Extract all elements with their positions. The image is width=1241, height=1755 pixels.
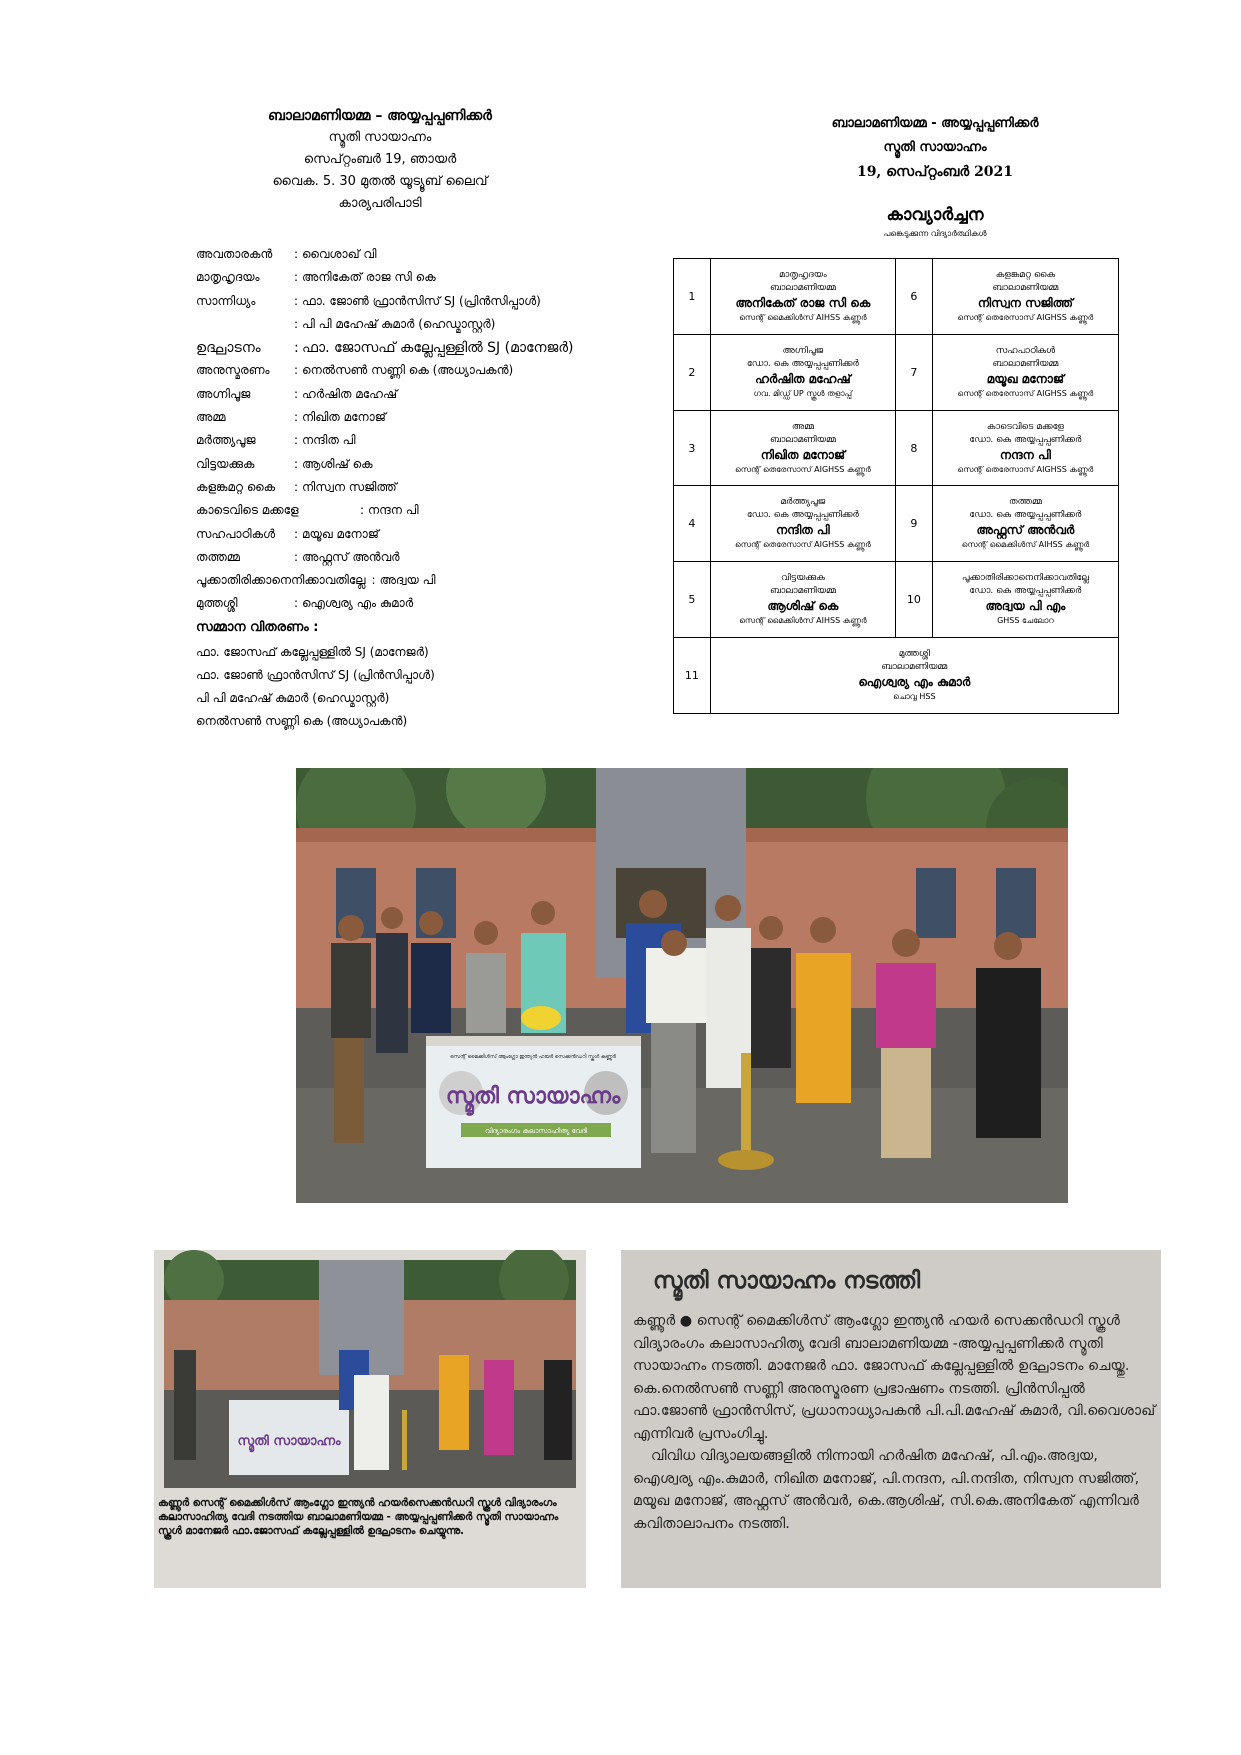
table-row bbox=[674, 486, 1119, 562]
kavyarchana-subtitle: പങ്കെടുക്കുന്ന വിദ്യാർത്ഥികൾ bbox=[883, 229, 987, 238]
program-row bbox=[196, 247, 616, 270]
program-name: ഫാ. ജോൺ ഫ്രാൻസിസ് SJ (പ്രിൻസിപ്പാൾ) bbox=[302, 293, 541, 308]
entry-poet: ഡോ. കെ അയ്യപ്പപ്പണിക്കർ bbox=[746, 358, 859, 369]
program-sep: : bbox=[294, 316, 299, 331]
program-row bbox=[196, 270, 616, 293]
entry-number: 7 bbox=[896, 334, 933, 410]
entry-cell bbox=[932, 486, 1118, 562]
entry-school: സെന്റ് മൈക്കിൾസ് AIHSS കണ്ണൂർ bbox=[961, 540, 1090, 550]
entry-number: 3 bbox=[674, 410, 711, 486]
program-role: ഉദ്ഘാടനം bbox=[196, 340, 261, 357]
program-sep: : bbox=[294, 270, 299, 285]
program-row bbox=[196, 410, 616, 433]
entry-cell bbox=[932, 562, 1118, 638]
banner-org: സെന്റ് മൈക്കിൾസ് ആംഗ്ലോ ഇന്ത്യൻ ഹയർ സെക്കൻഡറി സ്കൂൾ കണ്ണൂർ bbox=[450, 1054, 616, 1060]
entry-school: സെന്റ് തെരേസാസ് AIGHSS കണ്ണൂർ bbox=[735, 540, 871, 550]
program-list bbox=[196, 247, 616, 737]
program-header bbox=[160, 108, 600, 218]
entry-name: അദ്വയ പി എം bbox=[985, 599, 1066, 614]
program-role: കളങ്കമറ്റ കൈ bbox=[196, 479, 276, 494]
entry-item: സഹപാഠികൾ bbox=[995, 345, 1056, 356]
program-time: വൈക. 5. 30 മുതൽ യൂട്യൂബ് ലൈവ് bbox=[272, 174, 488, 189]
entry-name: മയൂഖ മനോജ് bbox=[986, 371, 1064, 386]
entry-number: 9 bbox=[896, 486, 933, 562]
entry-name: നിഖിത മനോജ് bbox=[760, 447, 846, 462]
program-sep: : bbox=[294, 363, 299, 378]
program-name: നന്ദന പി bbox=[368, 503, 419, 518]
clipping-photo bbox=[154, 1250, 586, 1490]
right-title: ബാലാമണിയമ്മ - അയ്യപ്പപ്പണിക്കർ bbox=[831, 116, 1039, 131]
award-item: പി പി മഹേഷ് കുമാർ (ഹെഡ്മാസ്റ്റർ) bbox=[196, 690, 390, 705]
award-item: നെൽസൺ സണ്ണി കെ (അധ്യാപകൻ) bbox=[196, 713, 408, 728]
program-sep: : bbox=[294, 526, 299, 541]
program-sep: : bbox=[294, 386, 299, 401]
program-row bbox=[196, 480, 616, 503]
entry-poet: ഡോ. കെ അയ്യപ്പപ്പണിക്കർ bbox=[969, 510, 1082, 521]
program-row bbox=[196, 387, 616, 410]
award-item: ഫാ. ജോൺ ഫ്രാൻസിസ് SJ (പ്രിൻസിപ്പാൾ) bbox=[196, 667, 435, 682]
program-name: മയൂഖ മനോജ് bbox=[302, 526, 379, 541]
program-role: തത്തമ്മ bbox=[196, 549, 240, 564]
entry-school: സെന്റ് മൈക്കിൾസ് AIHSS കണ്ണൂർ bbox=[739, 312, 867, 322]
entry-name: അഫ്റ്റസ് അൻവർ bbox=[976, 523, 1075, 538]
clipping-headline: സ്മൃതി സായാഹ്നം നടത്തി bbox=[653, 1268, 921, 1294]
program-name: അദ്വയ പി bbox=[379, 573, 436, 588]
program-date: സെപ്റ്റംബർ 19, ഞായർ bbox=[303, 152, 457, 167]
entry-school: ചൊവ്വ HSS bbox=[893, 692, 936, 702]
program-section: കാര്യപരിപാടി bbox=[338, 196, 422, 211]
program-title: ബാലാമണിയമ്മ – അയ്യപ്പപ്പണിക്കർ bbox=[268, 108, 492, 124]
entry-school: സെന്റ് തെരേസാസ് AIGHSS കണ്ണൂർ bbox=[735, 464, 871, 474]
program-name: നിഖിത മനോജ് bbox=[302, 410, 386, 425]
program-row bbox=[196, 294, 616, 317]
program-name: ഹർഷിത മഹേഷ് bbox=[302, 386, 398, 401]
entry-number: 5 bbox=[674, 562, 711, 638]
table-row bbox=[674, 562, 1119, 638]
entry-item: മുത്തശ്ശി bbox=[898, 649, 930, 660]
program-name: അനികേത് രാജ സി കെ bbox=[302, 270, 436, 285]
entry-school: സെന്റ് തെരേസാസ് AIGHSS കണ്ണൂർ bbox=[957, 312, 1094, 322]
entry-name: ഹർഷിത മഹേഷ് bbox=[755, 371, 851, 386]
program-role: കാടെവിടെ മക്കളേ bbox=[196, 503, 299, 518]
event-photo bbox=[296, 768, 1068, 1203]
program-name: പി പി മഹേഷ് കുമാർ (ഹെഡ്മാസ്റ്റർ) bbox=[302, 316, 496, 331]
entry-poet: ബാലാമണിയമ്മ bbox=[769, 434, 836, 445]
newspaper-clipping-right bbox=[621, 1250, 1161, 1588]
entry-poet: ഡോ. കെ അയ്യപ്പപ്പണിക്കർ bbox=[969, 586, 1082, 597]
program-role: അഗ്നിപൂജ bbox=[196, 386, 251, 401]
program-name: ഫാ. ജോസഫ് കല്ലേപ്പള്ളിൽ SJ (മാനേജർ) bbox=[302, 340, 574, 357]
entry-item: കാടെവിടെ മക്കളേ bbox=[986, 421, 1064, 432]
clipping-banner-title: സ്മൃതി സായാഹ്നം bbox=[237, 1434, 341, 1449]
entry-school: GHSS ചേലോറ bbox=[997, 616, 1054, 626]
entry-name: ആശിഷ് കെ bbox=[767, 599, 839, 614]
entry-cell bbox=[710, 259, 895, 335]
entry-school: സെന്റ് മൈക്കിൾസ് AIHSS കണ്ണൂർ bbox=[739, 616, 867, 626]
program-row bbox=[196, 596, 616, 619]
entry-number: 8 bbox=[896, 410, 933, 486]
entry-cell bbox=[932, 259, 1118, 335]
entry-name: നന്ദന പി bbox=[999, 447, 1051, 462]
entry-item: മർത്ത്യപൂജ bbox=[780, 497, 826, 508]
table-row bbox=[674, 410, 1119, 486]
right-subtitle: സ്മൃതി സായാഹ്നം bbox=[883, 140, 987, 155]
program-sep: : bbox=[294, 340, 299, 357]
program-row bbox=[196, 573, 616, 596]
entry-poet: ബാലാമണിയമ്മ bbox=[881, 662, 948, 673]
program-role: പൂക്കാതിരിക്കാനെനിക്കാവതില്ലേ bbox=[196, 573, 366, 588]
participants-table bbox=[673, 258, 1119, 714]
entry-name: അനികേത് രാജ സി കെ bbox=[735, 295, 871, 310]
entry-school: ഗവ. മിഡ്ഡ് UP സ്കൂൾ തളാപ്പ് bbox=[753, 388, 853, 398]
entry-name: നന്ദിത പി bbox=[775, 523, 830, 538]
entry-cell bbox=[710, 410, 895, 486]
entry-cell bbox=[710, 638, 1118, 714]
entry-item: കളങ്കമറ്റ കൈ bbox=[995, 269, 1056, 280]
program-name: നന്ദിത പി bbox=[302, 433, 356, 448]
program-sep: : bbox=[294, 596, 299, 611]
program-name: വൈശാഖ് വി bbox=[302, 247, 377, 261]
entry-cell bbox=[710, 334, 895, 410]
program-row bbox=[196, 503, 616, 526]
entry-poet: ബാലാമണിയമ്മ bbox=[769, 586, 836, 597]
right-date: 19, സെപ്റ്റംബർ 2021 bbox=[856, 164, 1014, 180]
program-role: അമ്മ bbox=[196, 410, 226, 425]
program-sep: : bbox=[294, 247, 299, 261]
entry-number: 2 bbox=[674, 334, 711, 410]
clipping-paragraph: വിവിധ വിദ്യാലയങ്ങളിൽ നിന്നായി ഹർഷിത മഹേഷ്, പി.എം.അദ്വയ, ഐശ്വര്യ എം.കുമാർ, നിഖിത മനോജ്, പി.നന്ദന, പി.നന്ദിത, നിസ്വന സജിത്ത്, മയൂഖ മനോജ്, അഫ്റ്റസ് അൻവർ, കെ.ആശിഷ്, സി.കെ.അനികേത് എന്നിവർ കവിതാലാപനം നടത്തി. bbox=[633, 1448, 1140, 1532]
program-name: നിസ്വന സജിത്ത് bbox=[302, 479, 397, 494]
entry-item: തത്തമ്മ bbox=[1008, 497, 1042, 508]
entry-school: സെന്റ് തെരേസാസ് AIGHSS കണ്ണൂർ bbox=[957, 388, 1094, 398]
program-sep: : bbox=[294, 410, 299, 425]
entry-school: സെന്റ് തെരേസാസ് AIGHSS കണ്ണൂർ bbox=[957, 464, 1094, 474]
program-sep: : bbox=[294, 549, 299, 564]
program-role: മാതൃഹൃദയം bbox=[196, 270, 260, 285]
program-name: ഐശ്വര്യ എം കുമാർ bbox=[302, 596, 414, 611]
program-row bbox=[196, 550, 616, 573]
table-row bbox=[674, 638, 1119, 714]
program-sep: : bbox=[371, 573, 376, 588]
program-sep: : bbox=[294, 293, 299, 308]
program-name: നെൽസൺ സണ്ണി കെ (അധ്യാപകൻ) bbox=[302, 363, 514, 378]
table-row bbox=[674, 334, 1119, 410]
entry-name: ഐശ്വര്യ എം കുമാർ bbox=[858, 675, 971, 690]
entry-item: അമ്മ bbox=[791, 421, 814, 432]
program-name: ആശിഷ് കെ bbox=[302, 456, 373, 471]
entry-number: 11 bbox=[674, 638, 711, 714]
entry-poet: ഡോ. കെ അയ്യപ്പപ്പണിക്കർ bbox=[746, 510, 859, 521]
entry-cell bbox=[710, 562, 895, 638]
entry-poet: ബാലാമണിയമ്മ bbox=[769, 282, 836, 293]
entry-cell bbox=[932, 334, 1118, 410]
entry-cell bbox=[932, 410, 1118, 486]
entry-poet: ബാലാമണിയമ്മ bbox=[992, 358, 1059, 369]
clipping-paragraph: കണ്ണൂർ ● സെന്റ് മൈക്കിൾസ് ആംഗ്ലോ ഇന്ത്യൻ ഹയർ സെക്കൻഡറി സ്കൂൾ വിദ്യാരംഗം കലാസാഹിത്യ വേദി ബാലാമണിയമ്മ -അയ്യപ്പപ്പണിക്കർ സ്മൃതി സായാഹ്നം നടത്തി. മാനേജർ ഫാ. ജോസഫ് കല്ലേപ്പള്ളിൽ ഉദ്ഘാടനം ചെയ്തു. കെ.നെൽസൺ സണ്ണി അനുസ്മരണ പ്രഭാഷണം നടത്തി. പ്രിൻസിപ്പൽ ഫാ.ജോൺ ഫ്രാൻസിസ്, പ്രധാനാധ്യാപകൻ പി.പി.മഹേഷ് കുമാർ, വി.വൈശാഖ് എന്നിവർ പ്രസംഗിച്ചു. bbox=[633, 1313, 1156, 1442]
entry-number: 1 bbox=[674, 259, 711, 335]
table-row bbox=[674, 259, 1119, 335]
program-name: അഫ്റ്റസ് അൻവർ bbox=[302, 549, 400, 564]
program-role: മുത്തശ്ശി bbox=[196, 596, 238, 611]
entry-cell bbox=[710, 486, 895, 562]
entry-poet: ഡോ. കെ അയ്യപ്പപ്പണിക്കർ bbox=[969, 434, 1082, 445]
kavyarchana-title: കാവ്യാർച്ചന bbox=[886, 205, 984, 225]
program-row bbox=[196, 457, 616, 480]
award-item: ഫാ. ജോസഫ് കല്ലേപ്പള്ളിൽ SJ (മാനേജർ) bbox=[196, 644, 429, 659]
awards-title: സമ്മാന വിതരണം : bbox=[196, 619, 319, 635]
banner-title: സ്മൃതി സായാഹ്നം bbox=[445, 1084, 621, 1109]
program-role: മർത്ത്യപൂജ bbox=[196, 433, 256, 448]
program-role: അനുസ്മരണം bbox=[196, 363, 270, 378]
banner-footer: വിദ്യാരംഗം കലാസാഹിത്യ വേദി bbox=[484, 1127, 588, 1135]
program-role: അവതാരകൻ bbox=[196, 247, 273, 261]
program-role: സാന്നിധ്യം bbox=[196, 293, 256, 308]
entry-item: വിട്ടയക്കുക bbox=[780, 573, 825, 584]
program-sep: : bbox=[294, 456, 299, 471]
entry-item: അഗ്നിപൂജ bbox=[782, 345, 824, 356]
program-sep: : bbox=[360, 503, 365, 518]
clipping-caption: കണ്ണൂർ സെന്റ് മൈക്കിൾസ് ആംഗ്ലോ ഇന്ത്യൻ ഹയർസെക്കൻഡറി സ്കൂൾ വിദ്യാരംഗം കലാസാഹിത്യ വേദി നടത്തിയ ബാലാമണിയമ്മ - അയ്യപ്പപ്പണിക്കർ സ്മൃതി സായാഹ്നം സ്കൂൾ മാനേജർ ഫാ.ജോസഫ് കല്ലേപ്പള്ളിൽ ഉദ്ഘാടനം ചെയ്യുന്നു. bbox=[158, 1497, 559, 1537]
program-subtitle: സ്മൃതി സായാഹ്നം bbox=[328, 130, 432, 145]
program-row bbox=[196, 527, 616, 550]
entry-number: 4 bbox=[674, 486, 711, 562]
program-sep: : bbox=[294, 433, 299, 448]
entry-item: മാതൃഹൃദയം bbox=[779, 269, 827, 280]
kavyarchana-header bbox=[770, 116, 1100, 180]
newspaper-clipping-left bbox=[154, 1250, 586, 1588]
program-role: സഹപാഠികൾ bbox=[196, 526, 276, 541]
entry-number: 6 bbox=[896, 259, 933, 335]
program-sep: : bbox=[294, 479, 299, 494]
clipping-body bbox=[633, 1310, 1159, 1535]
entry-number: 10 bbox=[896, 562, 933, 638]
program-row bbox=[196, 317, 616, 340]
program-role: വിട്ടയക്കുക bbox=[196, 456, 255, 471]
entry-name: നിസ്വന സജിത്ത് bbox=[977, 295, 1073, 310]
program-row bbox=[196, 340, 616, 363]
entry-poet: ബാലാമണിയമ്മ bbox=[992, 282, 1059, 293]
entry-item: പൂക്കാതിരിക്കാനെനിക്കാവതില്ലേ bbox=[961, 573, 1089, 584]
program-row bbox=[196, 363, 616, 386]
program-row bbox=[196, 433, 616, 456]
